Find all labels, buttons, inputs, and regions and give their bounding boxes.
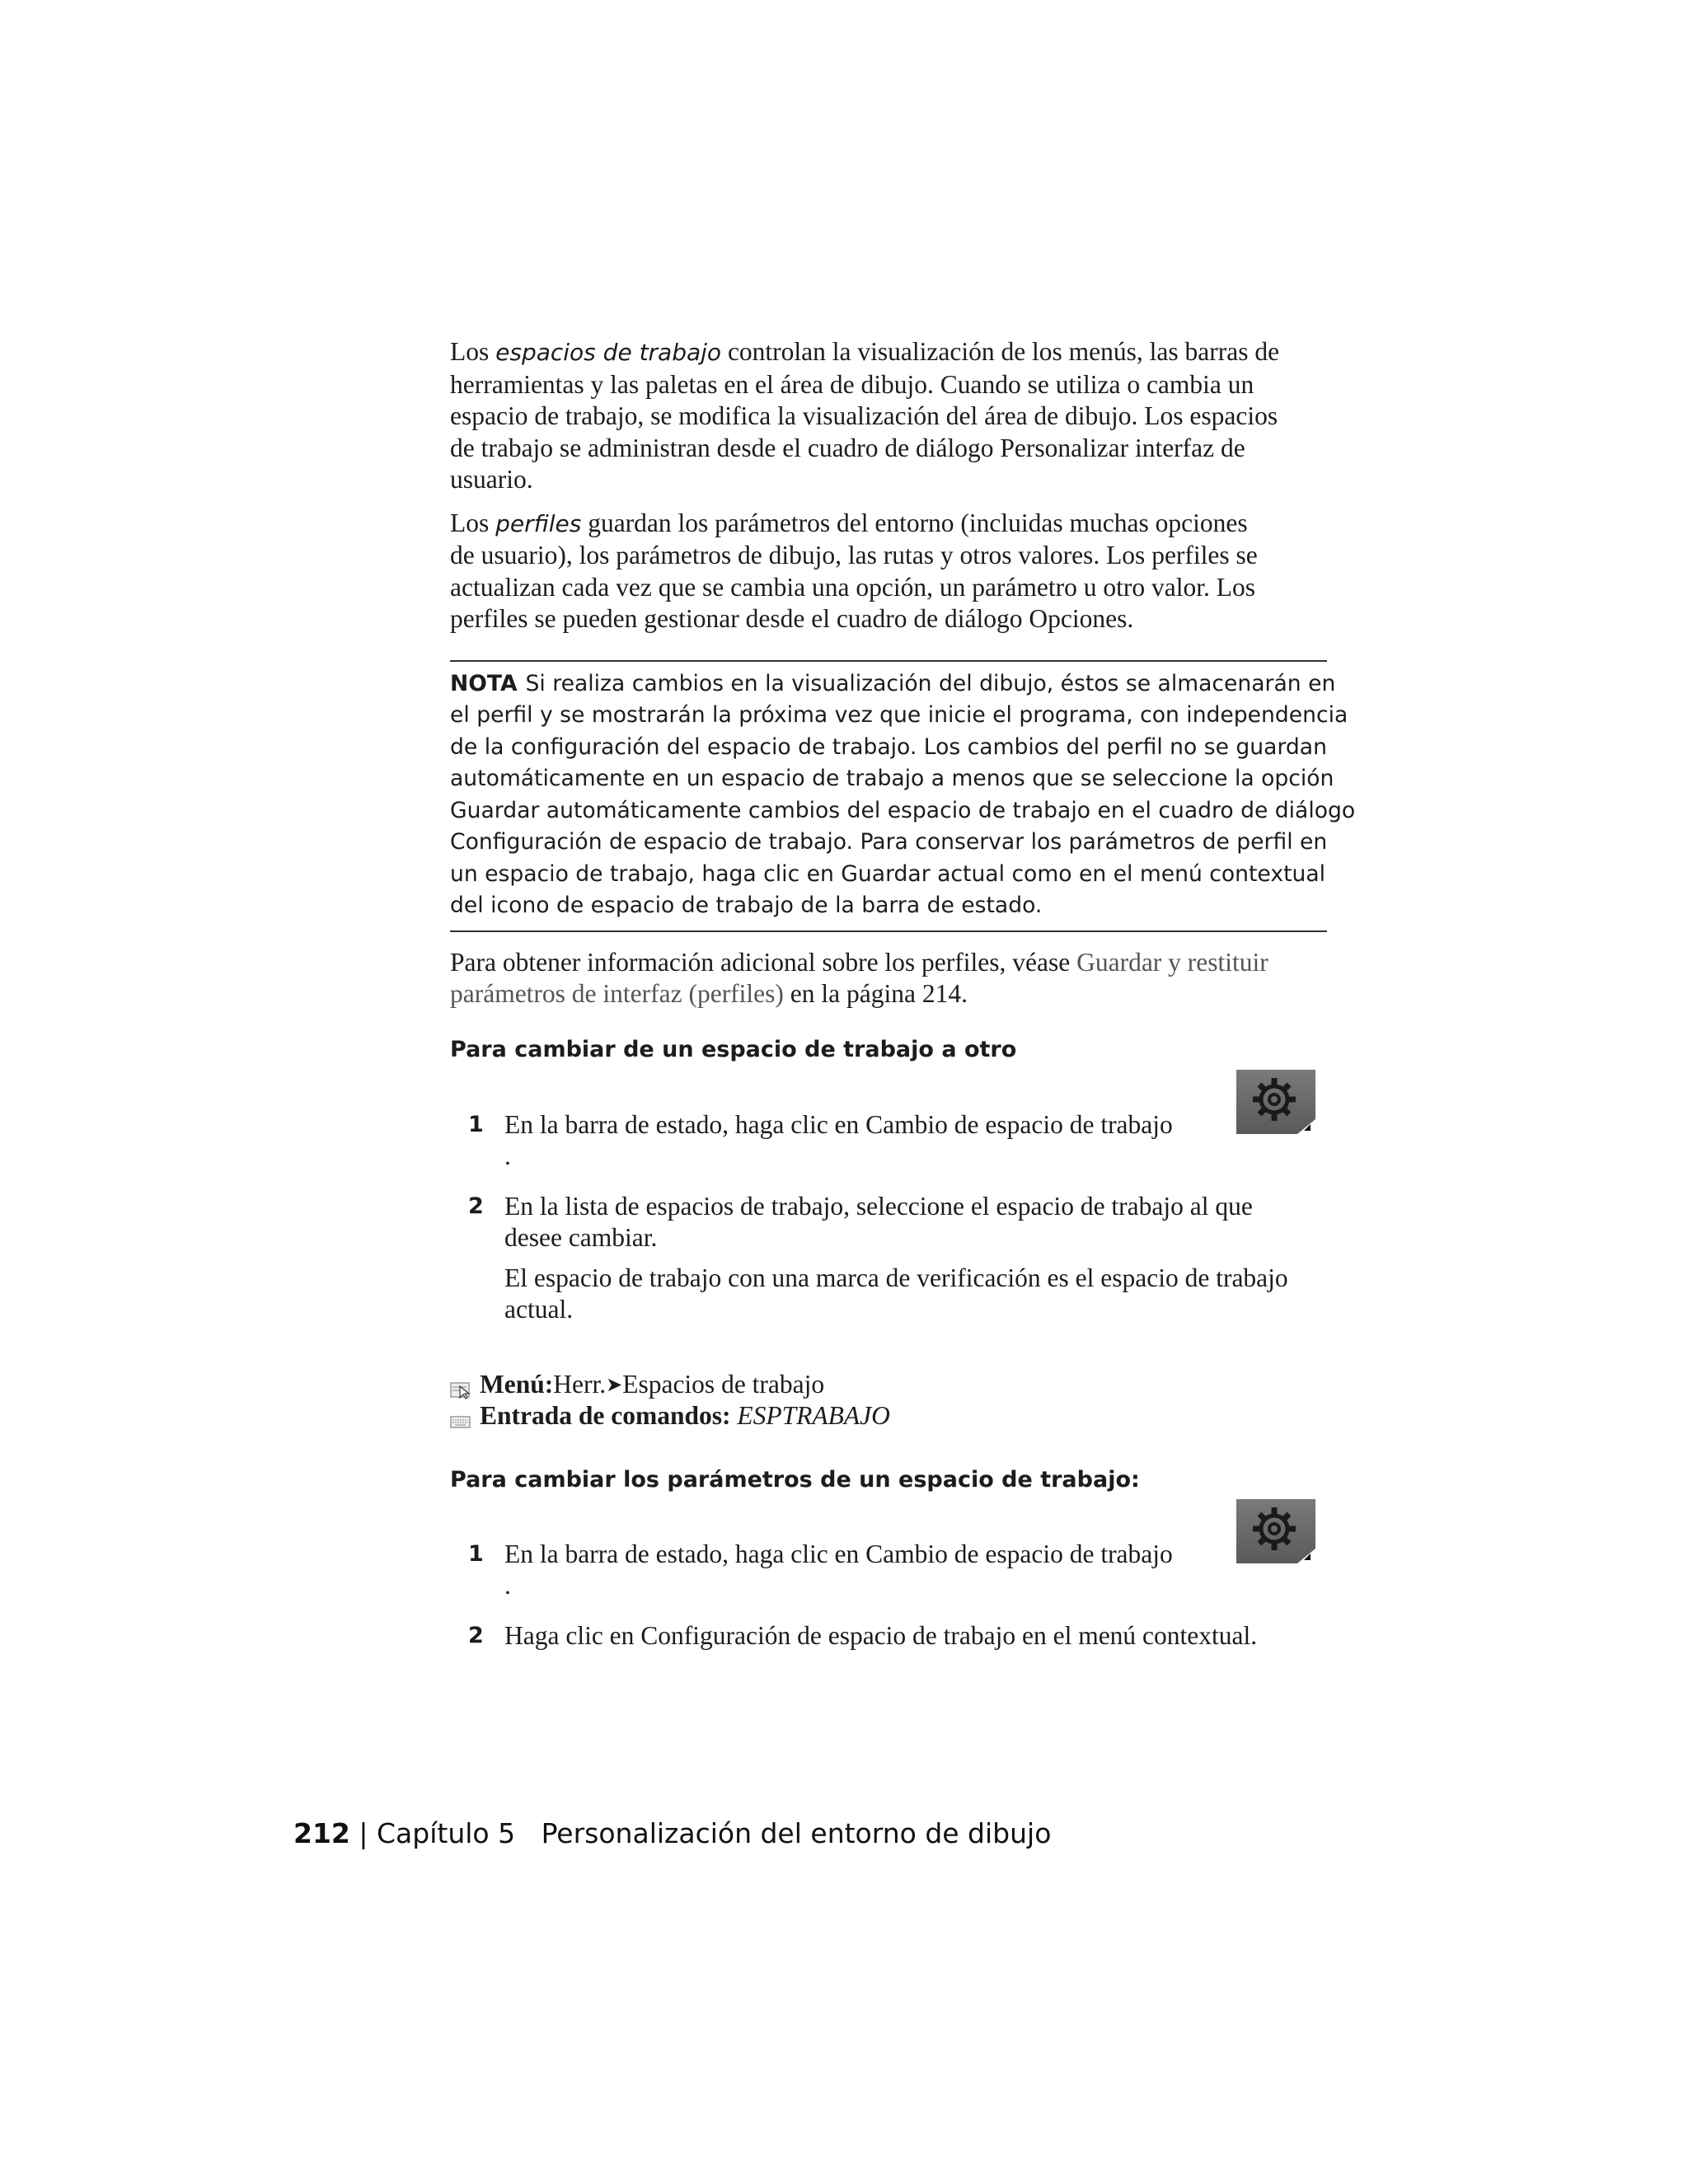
workspace-gear-icon — [1236, 1070, 1315, 1134]
page-number: 212 — [293, 1817, 350, 1849]
footer-separator: | — [359, 1817, 368, 1849]
profiles-link[interactable]: Guardar y restituir — [1076, 947, 1268, 977]
step-number: 1 — [468, 1111, 484, 1137]
menu-label: Menú: — [480, 1369, 554, 1399]
step-1-switch: 1 En la barra de estado, haga clic en Cambio de espacio de trabajo . — [450, 1109, 1327, 1173]
chapter-label: Capítulo 5 — [377, 1817, 516, 1849]
command-value: ESPTRABAJO — [737, 1401, 890, 1430]
page-footer — [293, 1817, 1051, 1849]
step-number: 1 — [468, 1540, 484, 1567]
intro-paragraph: Los espacios de trabajo controlan la visualización de los menús, las barras de herramientas y las paletas en el área de dibujo. Cuando se utiliza o cambia un espacio de trabajo, se modifica la visualización del área de dibujo. Los espacios de trabajo se administran desde el cuadro de diálogo Personalizar interfaz de usuario. — [450, 337, 1280, 494]
procedure-heading-switch: Para cambiar de un espacio de trabajo a otro — [450, 1036, 1017, 1062]
note-label: NOTA — [450, 670, 518, 696]
procedure-heading-settings: Para cambiar los parámetros de un espacio de trabajo: — [450, 1466, 1140, 1493]
more-info-paragraph: Para obtener información adicional sobre los perfiles, véase Guardar y restituir parámetros de interfaz (perfiles) en la página 214. — [450, 947, 1268, 1008]
step-2-switch: 2 En la lista de espacios de trabajo, seleccione el espacio de trabajo al que desee cambiar. El espacio de trabajo con una marca de verificación es el espacio de trabajo actual. — [468, 1191, 1288, 1324]
access-methods: Menú: Herr. ➤ Espacios de trabajo Entrada de comandos: ESPTRABAJO — [450, 1369, 1327, 1432]
menu-cursor-icon — [450, 1376, 471, 1394]
profiles-paragraph: Los perfiles guardan los parámetros del entorno (incluidas muchas opciones de usuario), los parámetros de dibujo, las rutas y otros valores. Los perfiles se actualizan cada vez que se cambia una opción, un parámetro u otro valor. Los perfiles se pueden gestionar desde el cuadro de diálogo Opciones. — [450, 508, 1258, 633]
step-number: 2 — [468, 1622, 484, 1648]
command-label: Entrada de comandos: — [480, 1401, 731, 1430]
note-box: NOTA Si realiza cambios en la visualización del dibujo, éstos se almacenarán en el perfil y se mostrarán la próxima vez que inicie el programa, con independencia de la configuración del espacio de trabajo. Los cambios del perfil no se guardan automáticamente en un espacio de trabajo a menos que se seleccione la opción Guardar automáticamente cambios del espacio de trabajo en el cuadro de diálogo Configuración de espacio de trabajo. Para conservar los parámetros de perfil en un espacio de trabajo, haga clic en Guardar actual como en el menú contextual del icono de espacio de trabajo de la barra de estado. — [450, 660, 1327, 932]
profiles-link-cont[interactable]: parámetros de interfaz (perfiles) — [450, 979, 784, 1008]
step-number: 2 — [468, 1193, 484, 1219]
chapter-title: Personalización del entorno de dibujo — [541, 1817, 1052, 1849]
step-1-settings: 1 En la barra de estado, haga clic en Cambio de espacio de trabajo . — [450, 1539, 1327, 1602]
menu-arrow-icon: ➤ — [606, 1372, 623, 1396]
workspace-gear-icon — [1236, 1499, 1315, 1563]
keyboard-icon — [450, 1407, 471, 1425]
step-2-settings: 2 Haga clic en Configuración de espacio de trabajo en el menú contextual. — [450, 1620, 1327, 1652]
page-body — [450, 336, 1356, 1652]
